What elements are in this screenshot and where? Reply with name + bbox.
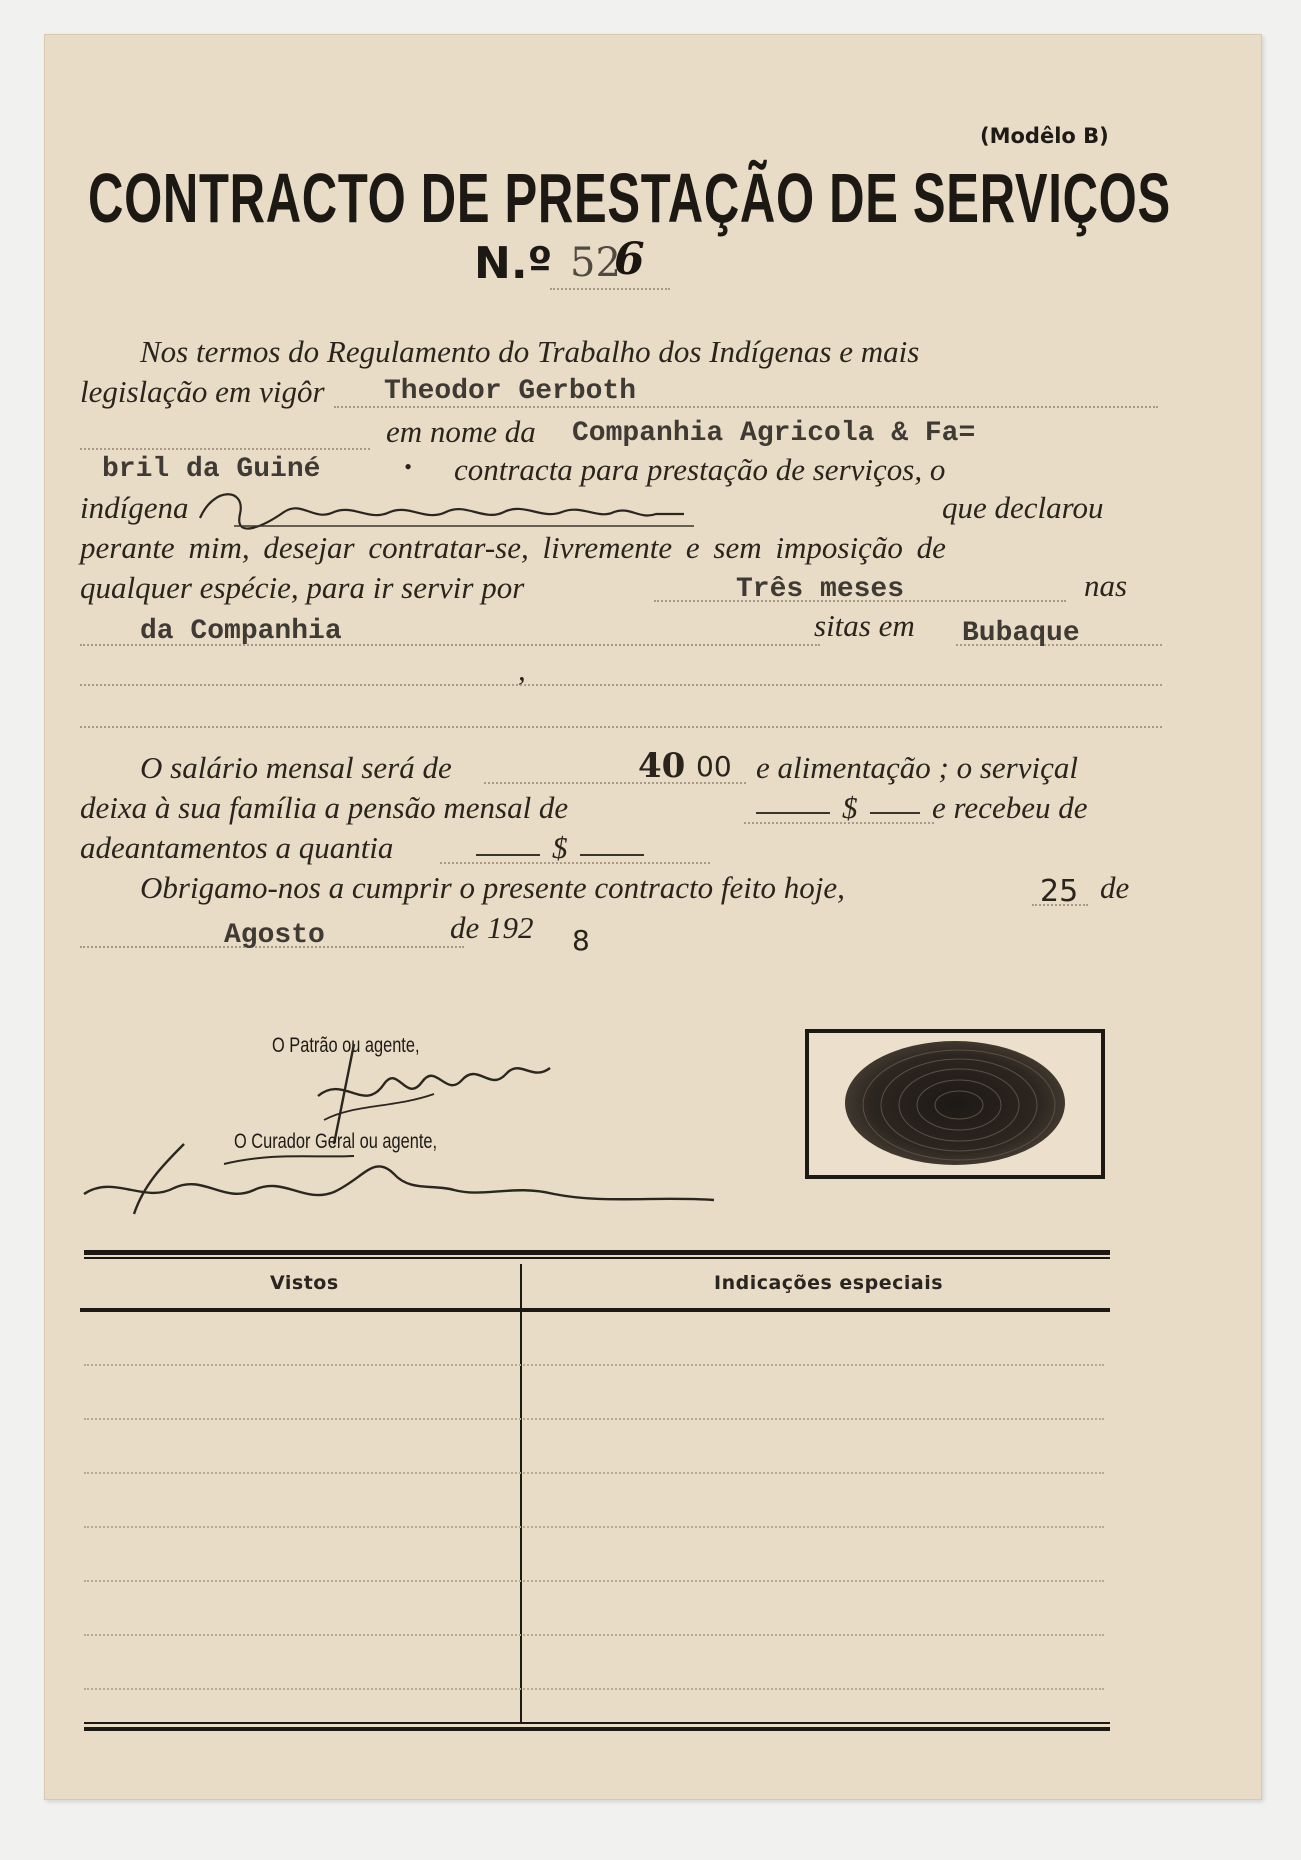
table-bottom-rule xyxy=(84,1727,1110,1731)
paragraph1-line6: perante mim, desejar contratar-se, livremente e sem imposição de xyxy=(80,530,946,565)
pension-dash-2 xyxy=(870,812,920,814)
table-row-line xyxy=(84,1580,1104,1582)
table-row-line xyxy=(84,1634,1104,1636)
company-name-part2: bril da Guiné xyxy=(102,454,321,485)
table-column-divider xyxy=(520,1264,522,1722)
salary-suffix: e alimentação ; o serviçal xyxy=(756,750,1078,785)
paragraph1-line7-prefix: qualquer espécie, para ir servir por xyxy=(80,570,525,605)
bullet-mark: • xyxy=(404,454,412,479)
place-value: da Companhia xyxy=(140,616,342,647)
contract-number-printed: 52 xyxy=(570,240,621,286)
paragraph1-line5-prefix: indígena xyxy=(80,490,189,525)
extra-fill-line-2 xyxy=(80,726,1162,728)
patrao-label: O Patrão ou agente, xyxy=(272,1034,420,1057)
year-prefix: de 192 xyxy=(450,910,534,945)
paragraph1-line1: Nos termos do Regulamento do Trabalho dos Indígenas e mais xyxy=(140,334,920,369)
indicacoes-header: Indicações especiais xyxy=(714,1272,944,1294)
contract-number-handwritten: 6 xyxy=(614,234,645,285)
salary-value: 40 xyxy=(638,746,686,786)
table-row-line xyxy=(84,1472,1104,1474)
worker-name-handwriting xyxy=(194,482,694,534)
thumbprint-image xyxy=(809,1033,1101,1175)
pension-dash-1 xyxy=(756,812,830,814)
salary-prefix: O salário mensal será de xyxy=(140,750,452,785)
model-label: (Modêlo B) xyxy=(980,124,1109,148)
duration-value: Três meses xyxy=(736,574,905,605)
paragraph1-line7-suffix: nas xyxy=(1084,568,1128,603)
comma-mark: , xyxy=(518,652,526,687)
table-row-line xyxy=(84,1688,1104,1690)
curador-label: O Curador Geral ou agente, xyxy=(234,1130,438,1153)
table-top-rule-thin xyxy=(84,1257,1110,1259)
extra-fill-line-1 xyxy=(80,684,1162,686)
document-title: CONTRACTO DE PRESTAÇÃO DE SERVIÇOS xyxy=(88,159,1171,237)
number-fill-line xyxy=(550,288,670,290)
table-row-line xyxy=(84,1418,1104,1420)
pension-suffix: e recebeu de xyxy=(932,790,1088,825)
table-row-line xyxy=(84,1526,1104,1528)
pension-currency: $ xyxy=(842,790,858,825)
de-word: de xyxy=(1100,870,1130,905)
thumbprint-box xyxy=(805,1029,1105,1179)
advance-prefix: adeantamentos a quantia xyxy=(80,830,394,865)
line3-fill-line xyxy=(80,448,370,450)
paragraph1-line4: contracta para prestação de serviços, o xyxy=(454,452,946,487)
advance-dash-1 xyxy=(476,854,540,856)
advance-currency: $ xyxy=(552,830,568,865)
month-value: Agosto xyxy=(224,920,325,951)
table-top-rule xyxy=(84,1250,1110,1255)
paragraph1-line2-prefix: legislação em vigôr xyxy=(80,374,325,409)
location-value: Bubaque xyxy=(962,618,1080,649)
salary-cents: 00 xyxy=(696,750,732,783)
advance-fill-line xyxy=(440,862,710,864)
table-bottom-rule-thin xyxy=(84,1722,1110,1724)
pension-fill-line xyxy=(744,822,934,824)
company-name-part1: Companhia Agricola & Fa= xyxy=(572,418,976,449)
number-label: N.º xyxy=(474,238,553,289)
curador-signature xyxy=(74,1134,754,1244)
paragraph1-line5-suffix: que declarou xyxy=(942,490,1104,525)
year-digit: 8 xyxy=(572,924,590,957)
table-header-rule xyxy=(80,1308,1110,1312)
paragraph1-line8-mid: sitas em xyxy=(814,608,915,643)
vistos-header: Vistos xyxy=(270,1272,339,1294)
paragraph1-line3-prefix: em nome da xyxy=(386,414,536,449)
contract-page xyxy=(44,34,1262,1800)
pension-prefix: deixa à sua família a pensão mensal de xyxy=(80,790,569,825)
advance-dash-2 xyxy=(580,854,644,856)
obligation-line: Obrigamo-nos a cumprir o presente contracto feito hoje, xyxy=(140,870,845,905)
table-row-line xyxy=(84,1364,1104,1366)
employer-name: Theodor Gerboth xyxy=(384,376,637,407)
day-value: 25 xyxy=(1040,874,1079,909)
